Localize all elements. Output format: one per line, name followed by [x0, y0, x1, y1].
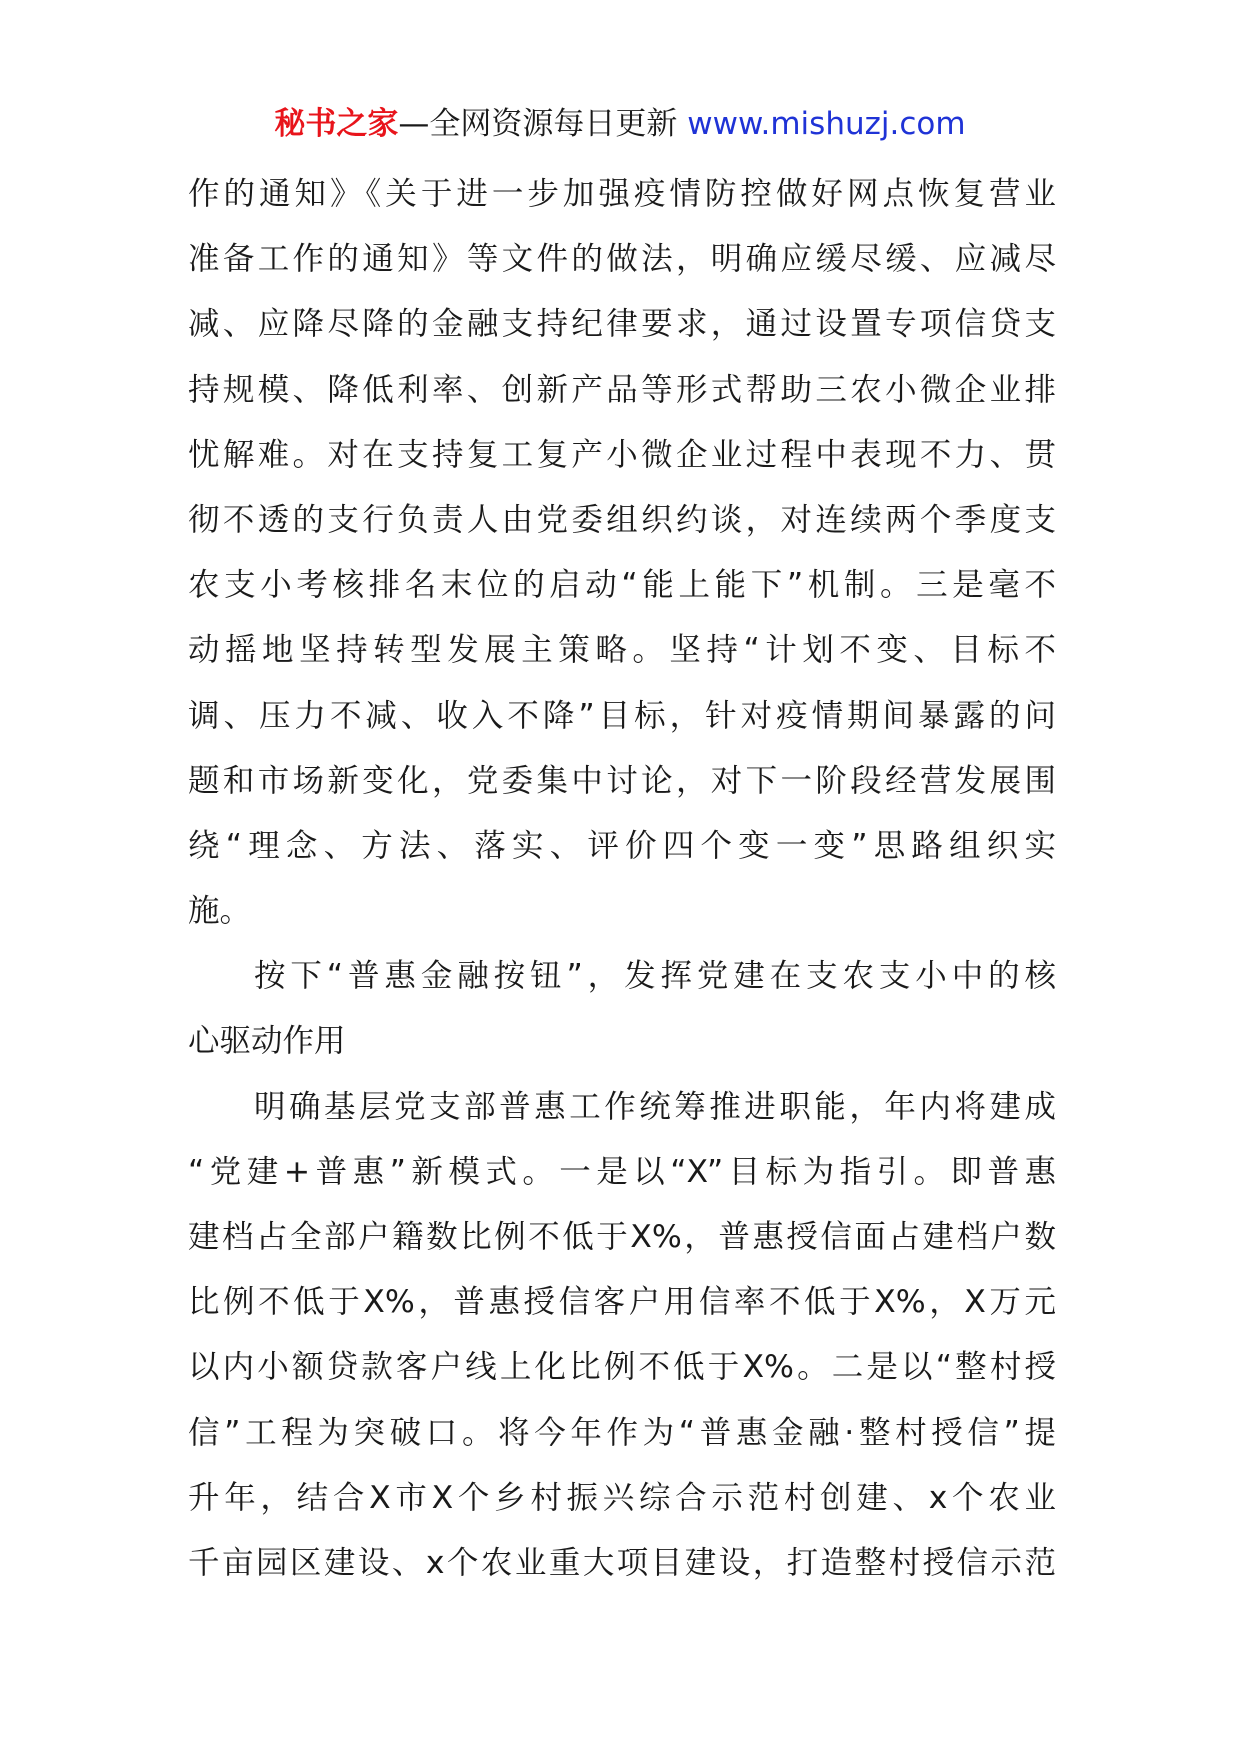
text-line: 以内小额贷款客户线上化比例不低于X%。二是以“整村授 [188, 1349, 1056, 1386]
text-line: 按下“普惠金融按钮”，发挥党建在支农支小中的核 [254, 958, 1056, 995]
document-body [188, 162, 1056, 1596]
site-url: www.mishuzj.com [687, 106, 966, 142]
paragraph-continuation [188, 162, 1056, 944]
text-line: 建档占全部户籍数比例不低于X%，普惠授信面占建档户数 [188, 1219, 1056, 1255]
text-line: 忧解难。对在支持复工复产小微企业过程中表现不力、贯 [188, 436, 1056, 473]
text-line: 调、压力不减、收入不降”目标，针对疫情期间暴露的问 [188, 697, 1056, 734]
site-watermark-header [0, 100, 1240, 148]
text-line: 比例不低于X%，普惠授信客户用信率不低于X%，X万元 [188, 1284, 1056, 1321]
text-line: 信”工程为突破口。将今年作为“普惠金融·整村授信”提 [188, 1414, 1056, 1451]
text-line: 农支小考核排名末位的启动“能上能下”机制。三是毫不 [188, 567, 1056, 604]
text-line: 施。 [188, 893, 252, 930]
section-heading [188, 944, 1056, 1074]
text-line: 绕“理念、方法、落实、评价四个变一变”思路组织实 [188, 827, 1056, 864]
text-line: 心驱动作用 [188, 1023, 346, 1060]
text-line: 准备工作的通知》等文件的做法，明确应缓尽缓、应减尽 [188, 241, 1056, 278]
text-line: 千亩园区建设、x个农业重大项目建设，打造整村授信示范 [188, 1544, 1056, 1581]
site-tagline: —全网资源每日更新 [398, 106, 678, 142]
text-line: 减、应降尽降的金融支持纪律要求，通过设置专项信贷支 [188, 306, 1056, 343]
text-line: 动摇地坚持转型发展主策略。坚持“计划不变、目标不 [188, 632, 1056, 669]
text-line: “党建+普惠”新模式。一是以“X”目标为指引。即普惠 [188, 1153, 1056, 1190]
text-line: 彻不透的支行负责人由党委组织约谈，对连续两个季度支 [188, 501, 1056, 538]
site-brand: 秘书之家 [274, 106, 399, 142]
paragraph-body [188, 1075, 1056, 1597]
text-line: 作的通知》《关于进一步加强疫情防控做好网点恢复营业 [188, 176, 1056, 212]
text-line: 明确基层党支部普惠工作统筹推进职能，年内将建成 [254, 1088, 1056, 1125]
text-line: 题和市场新变化，党委集中讨论，对下一阶段经营发展围 [188, 762, 1056, 799]
text-line: 持规模、降低利率、创新产品等形式帮助三农小微企业排 [188, 371, 1056, 408]
text-line: 升年，结合X市X个乡村振兴综合示范村创建、x个农业 [188, 1479, 1056, 1516]
